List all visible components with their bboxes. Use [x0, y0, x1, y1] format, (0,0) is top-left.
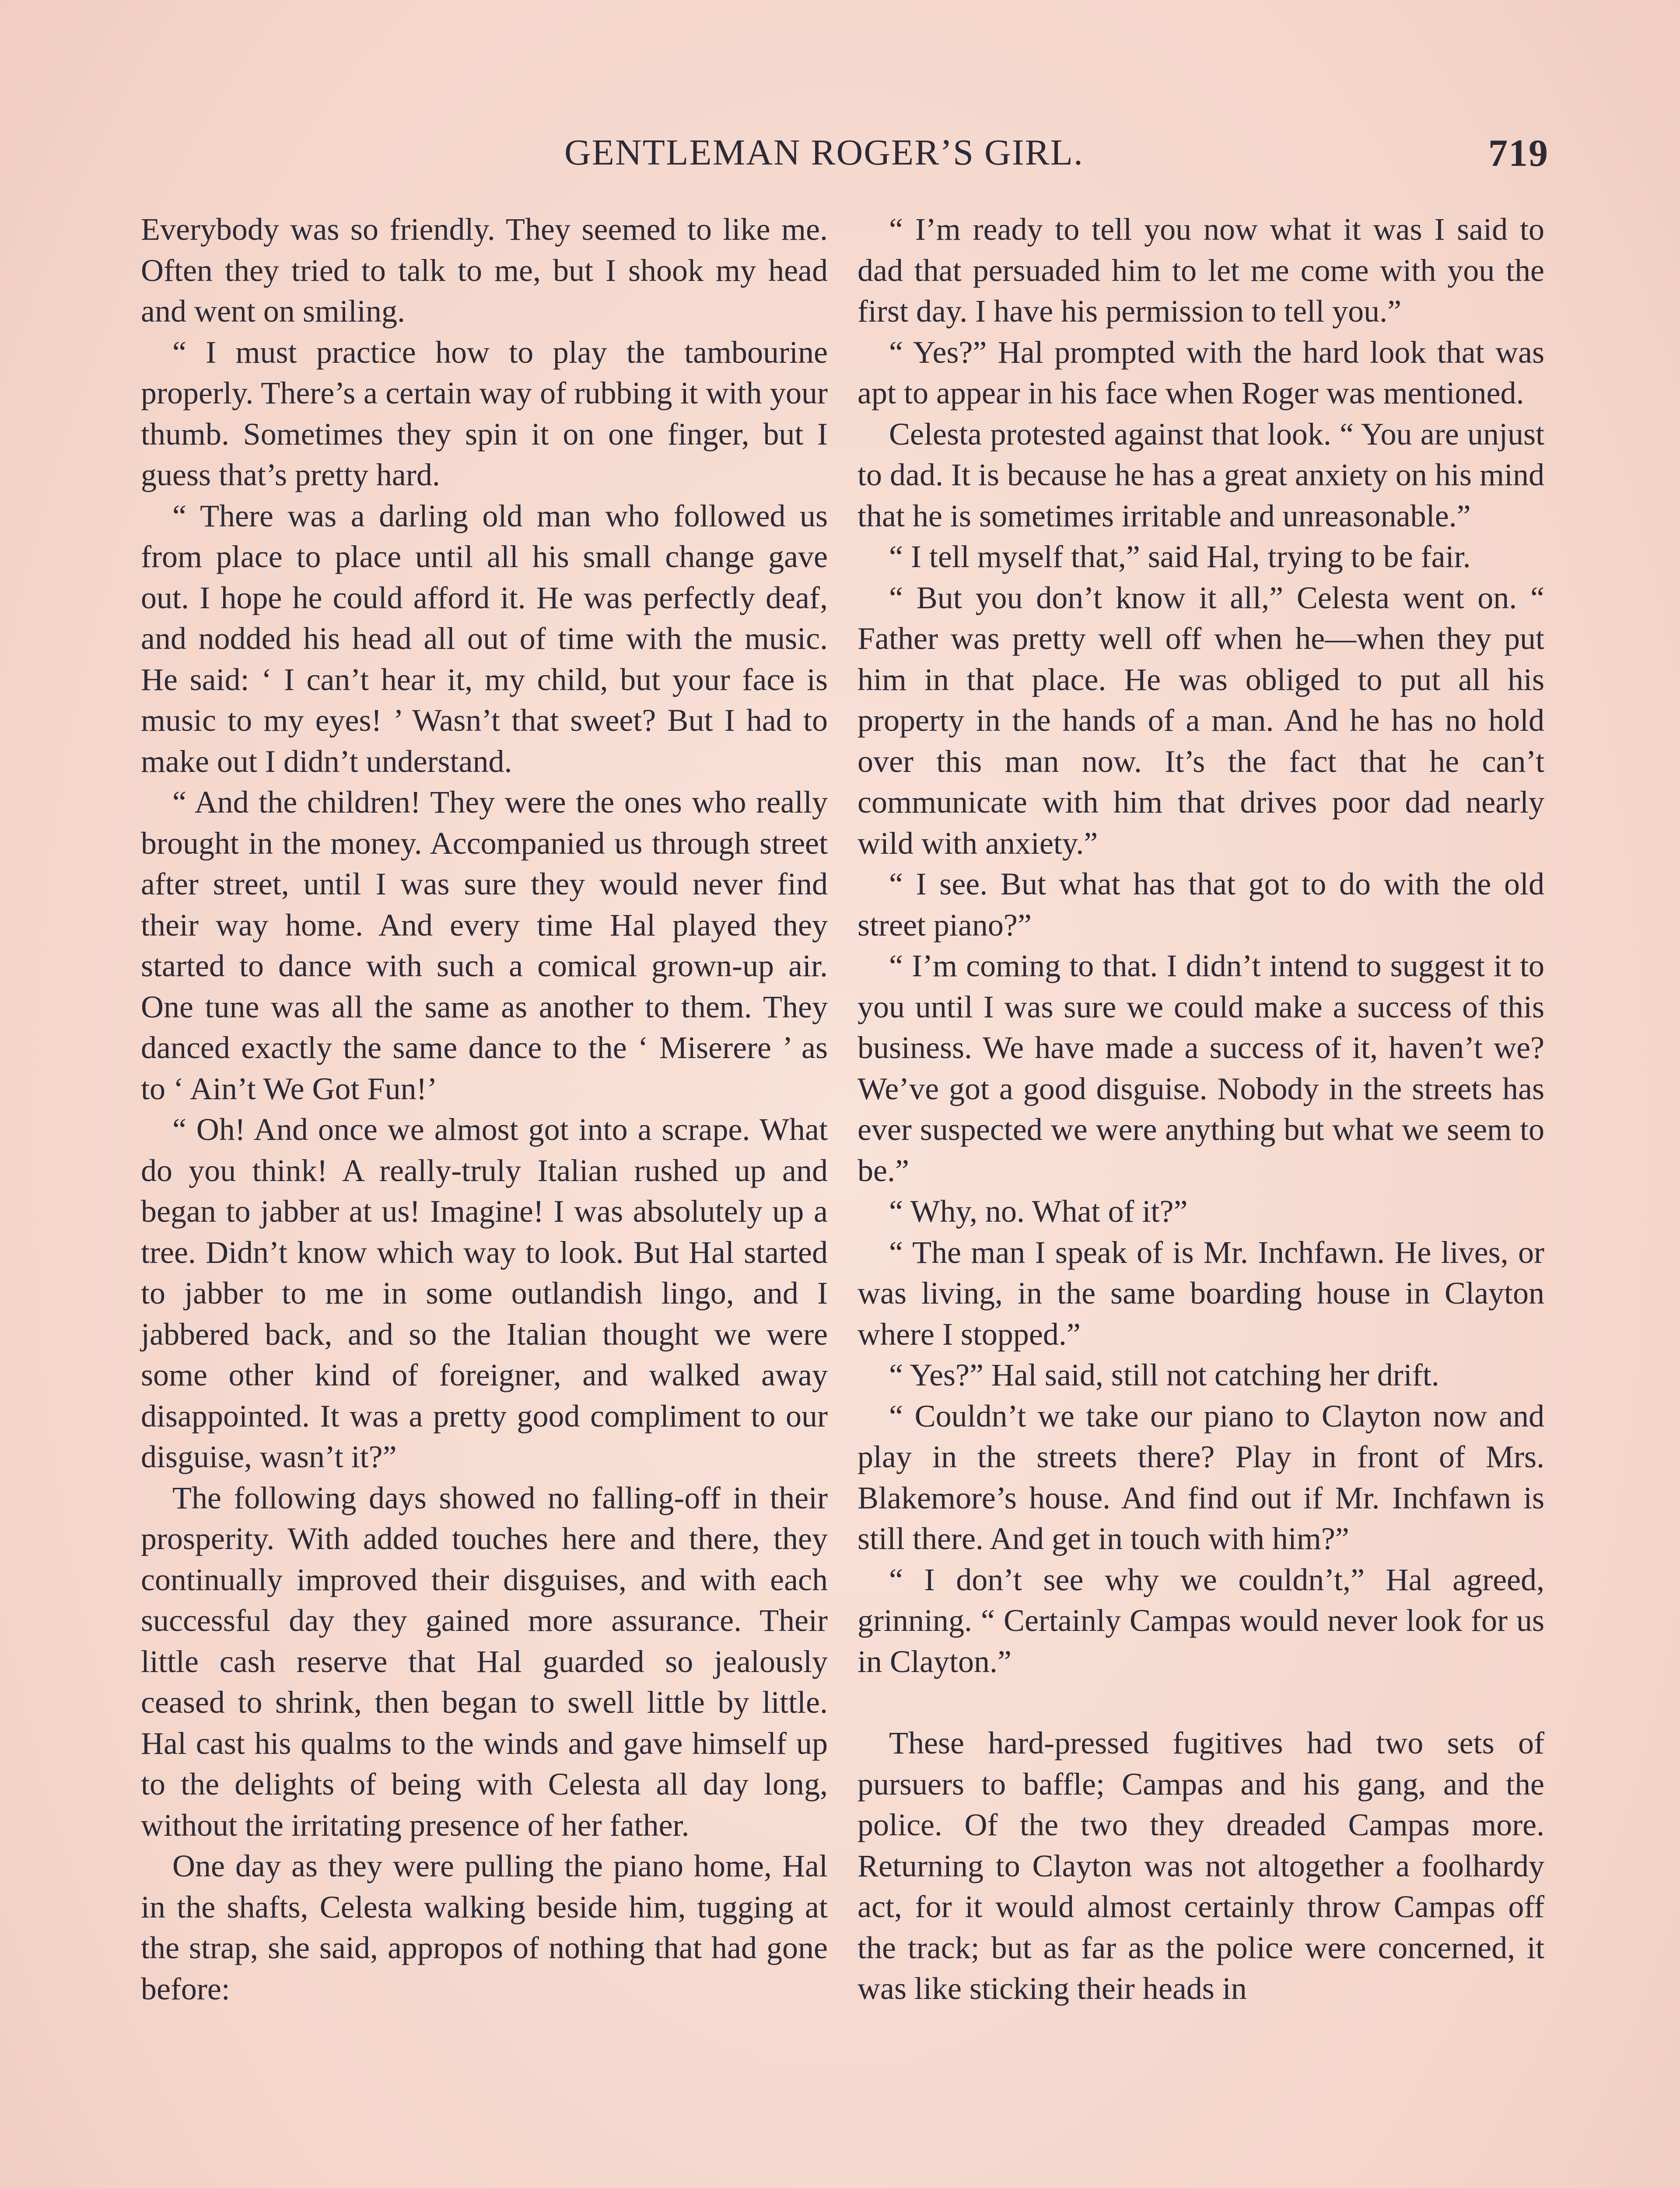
paragraph: “ Why, no. What of it?”	[889, 1194, 1188, 1229]
paragraph: “ I see. But what has that got to do with the old street piano?”	[858, 866, 1544, 943]
paragraph: Celesta protested against that look. “ You are unjust to dad. It is because he has a great anxiety on his mind that he is sometimes irritable and unreasonable.”	[858, 416, 1544, 533]
paragraph: “ Couldn’t we take our piano to Clayton now and play in the streets there? Play in front of Mrs. Blakemore’s house. And find out if Mr. Inchfawn is still there. And get in touch with him?”	[858, 1398, 1544, 1556]
paragraph: The following days showed no falling-off in their prosperity. With added touches here and there, they continually improved their disguises, and with each successful day they gained more assurance. Their little cash reserve that Hal guarded so jealously ceased to shrink, then began to swell little by little. Hal cast his qualms to the winds and gave himself up to the delights of being with Celesta all day long, without the irritating presence of her father.	[141, 1480, 828, 1843]
page-header	[140, 131, 1549, 179]
paragraph: “ I don’t see why we couldn’t,” Hal agreed, grinning. “ Certainly Campas would never look for us in Clayton.”	[858, 1562, 1544, 1679]
left-column	[141, 209, 828, 2009]
paragraph: “ I tell myself that,” said Hal, trying to be fair.	[889, 539, 1471, 574]
page-number: 719	[1488, 132, 1549, 175]
right-column	[858, 209, 1544, 2009]
paragraph: “ I’m coming to that. I didn’t intend to suggest it to you until I was sure we could make a success of this business. We have made a success of it, haven’t we? We’ve got a good disguise. Nobody in the streets has ever suspected we were anything but what we seem to be.”	[858, 948, 1544, 1188]
paragraph: “ The man I speak of is Mr. Inchfawn. He lives, or was living, in the same boarding house in Clayton where I stopped.”	[858, 1234, 1544, 1352]
paragraph: “ There was a darling old man who followed us from place to place until all his small change gave out. I hope he could afford it. He was perfectly deaf, and nodded his head all out of time with the music. He said: ‘ I can’t hear it, my child, but your face is music to my eyes! ’ Wasn’t that sweet? But I had to make out I didn’t understand.	[141, 498, 828, 779]
paragraph: “ And the children! They were the ones who really brought in the money. Accompanied us through street after street, until I was sure they would never find their way home. And every time Hal played they started to dance with such a comical grown-up air. One tune was all the same as another to them. They danced exactly the same dance to the ‘ Miserere ’ as to ‘ Ain’t We Got Fun!’	[141, 785, 828, 1106]
running-title: GENTLEMAN ROGER’S GIRL.	[564, 132, 1084, 173]
paragraph: “ Yes?” Hal said, still not catching her drift.	[889, 1357, 1439, 1392]
paragraph: Everybody was so friendly. They seemed to like me. Often they tried to talk to me, but I shook my head and went on smiling.	[141, 212, 828, 329]
paragraph: “ Oh! And once we almost got into a scrape. What do you think! A really-truly Italian rushed up and began to jabber at us! Imagine! I was absolutely up a tree. Didn’t know which way to look. But Hal started to jabber to me in some outlandish lingo, and I jabbered back, and so the Italian thought we were some other kind of foreigner, and walked away disappointed. It was a pretty good compliment to our disguise, wasn’t it?”	[141, 1112, 828, 1474]
paragraph: “ Yes?” Hal prompted with the hard look that was apt to appear in his face when Roger was mentioned.	[858, 334, 1544, 410]
paragraph: These hard-pressed fugitives had two sets of pursuers to baffle; Campas and his gang, and the police. Of the two they dreaded Campas more. Returning to Clayton was not altogether a foolhardy act, for it would almost certainly throw Campas off the track; but as far as the police were concerned, it was like sticking their heads in	[858, 1725, 1544, 2006]
paragraph: “ I’m ready to tell you now what it was I said to dad that persuaded him to let me come with you the first day. I have his permission to tell you.”	[858, 212, 1544, 329]
paragraph: “ I must practice how to play the tambourine properly. There’s a certain way of rubbing it with your thumb. Sometimes they spin it on one finger, but I guess that’s pretty hard.	[141, 334, 828, 492]
paragraph: “ But you don’t know it all,” Celesta went on. “ Father was pretty well off when he—when they put him in that place. He was obliged to put all his property in the hands of a man. And he has no hold over this man now. It’s the fact that he can’t communicate with him that drives poor dad nearly wild with anxiety.”	[858, 580, 1544, 861]
paragraph: One day as they were pulling the piano home, Hal in the shafts, Celesta walking beside him, tugging at the strap, she said, appropos of nothing that had gone before:	[141, 1848, 828, 2006]
